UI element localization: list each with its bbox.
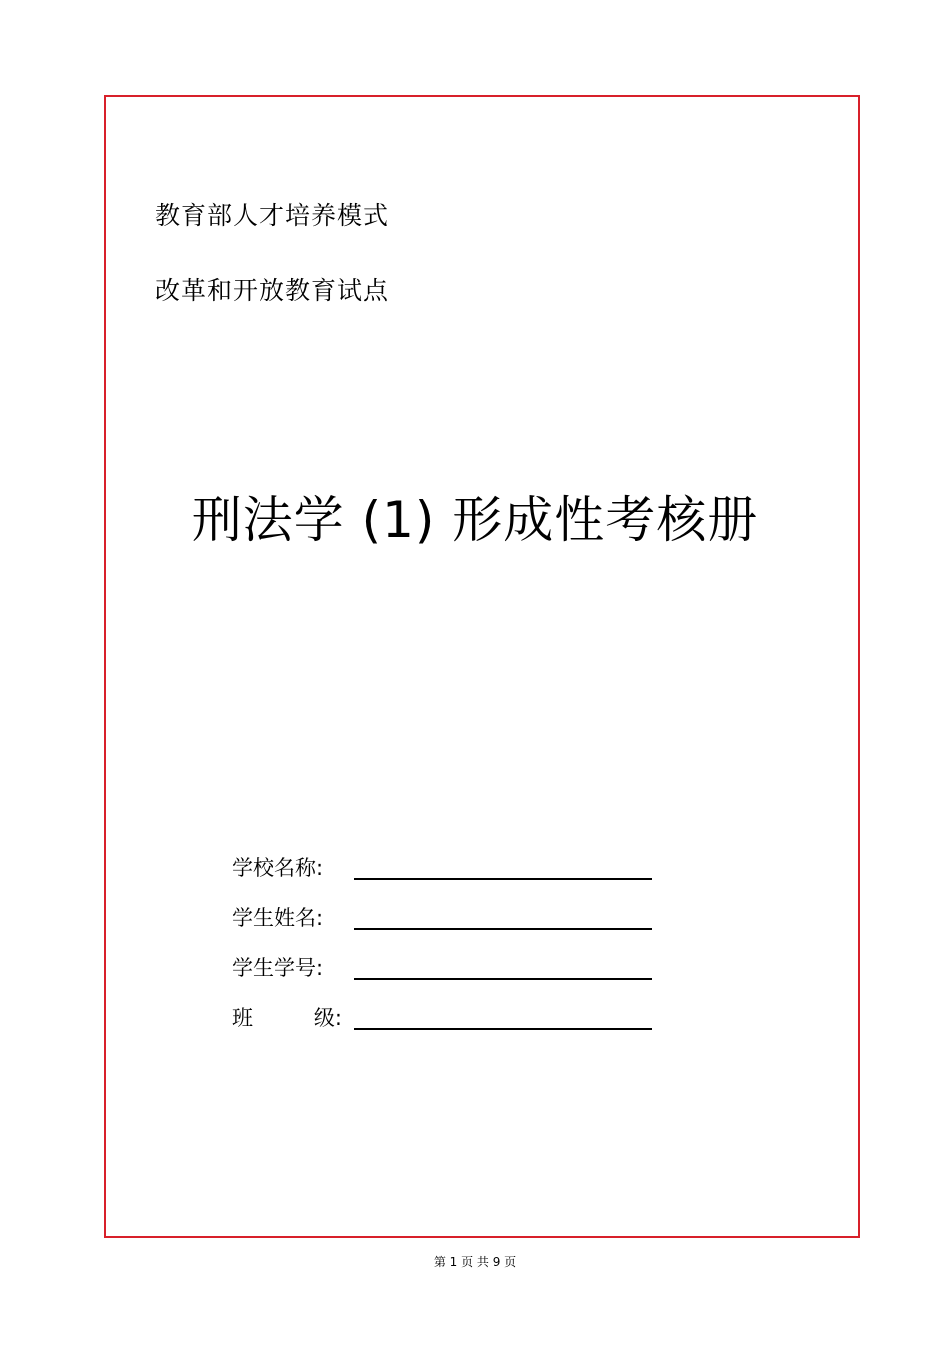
header-line-1: 教育部人才培养模式 [155,201,390,230]
student-id-field[interactable] [354,978,652,980]
class-label-right: 级: [313,1006,342,1030]
student-id-label: 学生学号: [232,956,324,980]
page-number: 第 1 页 共 9 页 [433,1255,517,1269]
class-label [232,1002,342,1032]
student-name-field[interactable] [354,928,652,930]
document-title: 刑法学 (1) 形成性考核册 [191,491,759,549]
header-line-2: 改革和开放教育试点 [155,276,390,305]
school-name-field[interactable] [354,878,652,880]
page-border [104,95,860,1238]
school-name-label: 学校名称: [232,856,324,880]
class-field[interactable] [354,1028,652,1030]
class-label-left: 班 [232,1006,253,1030]
student-name-label: 学生姓名: [232,906,324,930]
